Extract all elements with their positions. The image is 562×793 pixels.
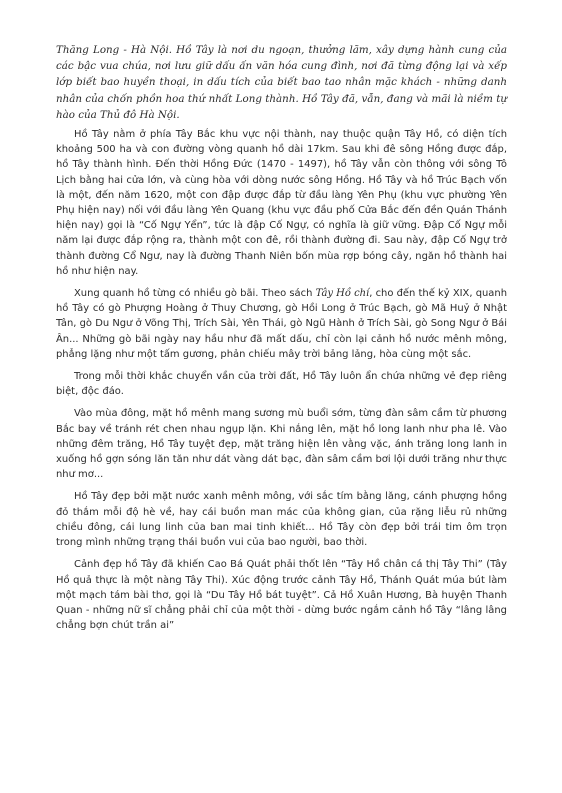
paragraph-mounds-text-end: , cho đến thế kỷ XIX, quanh hồ Tây có gò Phượng Hoàng ở Thuy Chương, gò Hồi Long ở Trúc Bạch, gò Mã Huỷ ở Nhật Tân, gò Du Ngư ở Võng Thị, Trích Sài, Yên Thái, gò Ngũ Hành ở Trích Sài, gò Song Ngư ở Bái Ân... Những gò bãi ngày nay hầu như đã mất dấu, chỉ còn lại cảnh hồ nước mênh mông, phẳng lặng như một tấm gương, phản chiếu mây trời bảng lảng, hòa cùng một sắc. xyxy=(56,288,507,360)
book-title: Tây Hồ chí xyxy=(315,288,370,300)
intro-paragraph: Thăng Long - Hà Nội. Hồ Tây là nơi du ngoạn, thưởng lãm, xây dựng hành cung của các bậc vua chúa, nơi lưu giữ dấu ấn văn hóa cung đình, nơi đã từng động lại và xếp lớp biết bao huyền thoại, in dấu tích của biết bao tao nhân mặc khách - những danh nhân của chốn phồn hoa thứ nhất Long thành. Hồ Tây đã, vẫn, đang và mãi là niềm tự hào của Thủ đô Hà Nội. xyxy=(56,44,507,121)
paragraph-mounds xyxy=(56,286,507,362)
paragraph-geography: Hồ Tây nằm ở phía Tây Bắc khu vực nội thành, nay thuộc quận Tây Hồ, có diện tích khoảng 500 ha và con đường vòng quanh hồ dài 17km. Sau khi đê sông Hồng được đắp, hồ Tây thành hình. Đến thời Hồng Đức (1470 - 1497), hồ Tây vẫn còn thông với sông Tô Lịch bằng hai cửa lớn, và cùng hòa với dòng nước sông Hồng. Hồ Tây và hồ Trúc Bạch vốn là một, đến năm 1620, một con đập được đắp từ đầu làng Yên Phụ (khu vực phường Yên Phụ hiện nay) nối với đầu làng Yên Quang (khu vực đầu phố Cửa Bắc đến đền Quán Thánh hiện nay) gọi là “Cố Ngự Yển”, tức là đập Cố Ngự, có nghĩa là giữ vững. Đập Cố Ngự mỗi năm lại được đắp rộng ra, thành một con đê, rồi thành đường đi. Sau này, đập Cố Ngự trở thành đường Cổ Ngư, nay là đường Thanh Niên bốn mùa rợp bóng cây, ngăn hồ thành hai hồ như hiện nay. xyxy=(56,129,507,277)
paragraph-mounds-text-start: Xung quanh hồ từng có nhiều gò bãi. Theo sách xyxy=(74,288,316,300)
paragraph-winter: Vào mùa đông, mặt hồ mênh mang sương mù buổi sớm, từng đàn sâm cầm từ phương Bắc bay về tránh rét chen nhau ngụp lặn. Khi nắng lên, mặt hồ long lanh như pha lê. Vào những đêm trăng, Hồ Tây tuyệt đẹp, mặt trăng hiện lên vằng vặc, ánh trăng long lanh in xuống hồ gợn sóng lăn tăn như dát vàng dát bạc, đàn sâm cầm bơi lội dưới trăng như thực như mơ... xyxy=(56,408,507,481)
paragraph-scenery: Hồ Tây đẹp bởi mặt nước xanh mênh mông, với sắc tím bằng lăng, cánh phượng hồng đỏ thắm mỗi độ hè về, hay cái buồn man mác của không gian, của rặng liễu rủ những chiều đông, cái lung linh của ban mai tinh khiết... Hồ Tây còn đẹp bởi trái tim ôm trọn trong mình những trạng thái buồn vui của bao người, bao thời. xyxy=(56,491,507,549)
paragraph-beauty-intro: Trong mỗi thời khắc chuyển vần của trời đất, Hồ Tây luôn ẩn chứa những vẻ đẹp riêng biệt, độc đáo. xyxy=(56,371,507,398)
paragraph-poets: Cảnh đẹp hồ Tây đã khiến Cao Bá Quát phải thốt lên “Tây Hồ chân cá thị Tây Thi” (Tây Hồ quả thực là một nàng Tây Thi). Xúc động trước cảnh Tây Hồ, Thánh Quát múa bút làm một mạch tám bài thơ, gọi là “Du Tây Hồ bát tuyệt”. Cả Hồ Xuân Hương, Bà huyện Thanh Quan - những nữ sĩ chẳng phải chỉ của một thời - dừng bước ngắm cảnh hồ Tây “lâng lâng chẳng bợn chút trần ai” xyxy=(56,559,507,632)
